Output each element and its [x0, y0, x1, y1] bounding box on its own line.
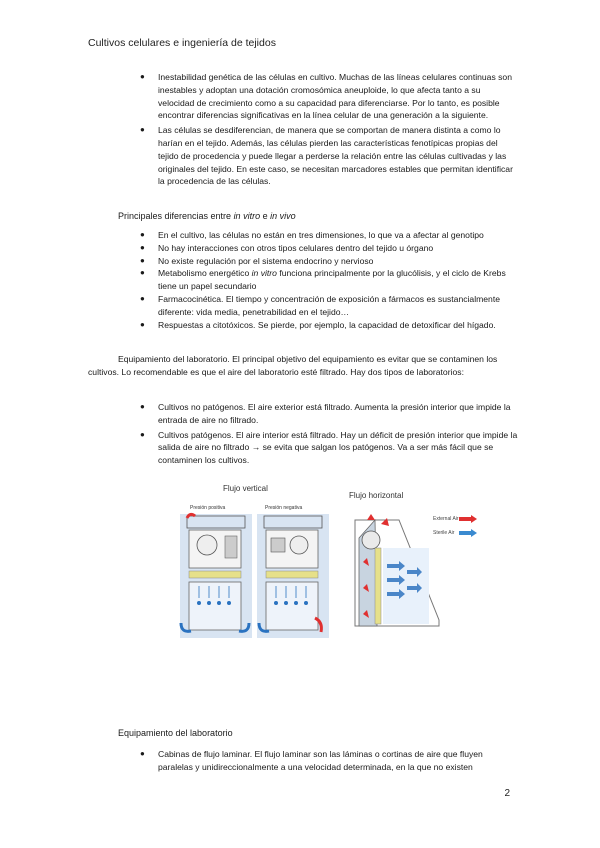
bullet-icon: ● [140, 749, 145, 758]
list-item: ● Cabinas de flujo laminar. El flujo laminar son las láminas o cortinas de aire que fluyen paralelas y unidireccionalmente a una velocidad determinada, en la que no existen [140, 749, 483, 772]
bullet-icon: ● [140, 242, 145, 252]
bullet-icon: ● [140, 319, 145, 329]
lab-types-list [140, 401, 518, 467]
page-number: 2 [504, 788, 510, 799]
bullet-icon: ● [140, 230, 145, 239]
list-item: ● Metabolismo energético in vitro funciona principalmente por la glucólisis, y el ciclo de Krebs tiene un papel secundario [140, 268, 506, 292]
legend-sterile-air: Sterile Air [433, 530, 455, 536]
section-heading-equipment: Equipamiento del laboratorio [118, 728, 233, 738]
section-heading-differences: Principales diferencias entre in vitro e in vivo [118, 211, 296, 221]
bullet-icon: ● [140, 429, 145, 439]
differences-list [140, 229, 518, 331]
list-item: ● Las células se desdiferencian, de manera que se comportan de manera distinta a como lo harían en el tejido. Además, las células pierden las características fenotípicas propias del tejido de procedencia y puede llegar a perderse la relación entre las células cultivadas y las originales del tejido. En este caso, se necesitan marcadores estables que permitan identificar la procedencia de las células. [140, 125, 513, 187]
cabinet-horizontal-flow [355, 514, 477, 626]
cabinet-positive-pressure [180, 514, 252, 638]
list-item: ● No hay interacciones con otros tipos celulares dentro del tejido u órgano [140, 242, 434, 253]
equipment-list [140, 748, 518, 774]
label-positive-pressure: Presión positiva [190, 505, 226, 511]
list-item: ● Respuestas a citotóxicos. Se pierde, por ejemplo, la capacidad de detoxificar del hígado. [140, 319, 496, 330]
bullet-icon: ● [140, 402, 145, 411]
equipment-paragraph: Equipamiento del laboratorio. El principal objetivo del equipamiento es evitar que se contaminen los cultivos. Lo recomendable es que el aire del laboratorio esté filtrado. Hay dos tipos de laboratorios: [88, 354, 498, 377]
cabinet-negative-pressure [257, 514, 329, 638]
bullet-icon: ● [140, 255, 145, 265]
list-item: ● Inestabilidad genética de las células en cultivo. Muchas de las líneas celulares continuas son inestables y adoptan una dotación cromosómica aneuploide, lo que afecta tanto a su velocidad de crecimiento como a su capacidad para diferenciarse. Por lo tanto, es posible encontrar diferencias significativas en la línea celular de una generación a la siguiente. [140, 72, 512, 121]
label-negative-pressure: Presión negativa [265, 505, 303, 511]
list-item: ● Cultivos no patógenos. El aire exterior está filtrado. Aumenta la presión interior que impide la entrada de aire no filtrado. [140, 402, 511, 425]
list-item: ● Cultivos patógenos. El aire interior está filtrado. Hay un déficit de presión interior que impide la salida de aire no filtrado → se evita que salgan los patógenos. Va a ser más fácil que se contaminen los cultivos. [140, 429, 518, 466]
document-header: Cultivos celulares e ingeniería de tejidos [88, 37, 276, 49]
bullet-icon: ● [140, 293, 145, 303]
figure-title-horizontal: Flujo horizontal [349, 491, 404, 500]
list-item: ● Farmacocinética. El tiempo y concentración de exposición a fármacos es sustancialmente diferente: vida media, penetrabilidad en el tejido… [140, 293, 501, 317]
legend-external-air: External Air [433, 516, 459, 522]
laminar-flow-figure [177, 478, 507, 646]
figure-title-vertical: Flujo vertical [223, 484, 268, 493]
bullet-icon: ● [140, 72, 145, 81]
bullet-icon: ● [140, 125, 145, 135]
list-item: ● No existe regulación por el sistema endocrino y nervioso [140, 255, 374, 266]
laminar-flow-diagram [177, 478, 507, 646]
instability-list [140, 71, 518, 188]
bullet-icon: ● [140, 268, 145, 278]
list-item: ● En el cultivo, las células no están en tres dimensiones, lo que va a afectar al genotipo [140, 230, 484, 240]
